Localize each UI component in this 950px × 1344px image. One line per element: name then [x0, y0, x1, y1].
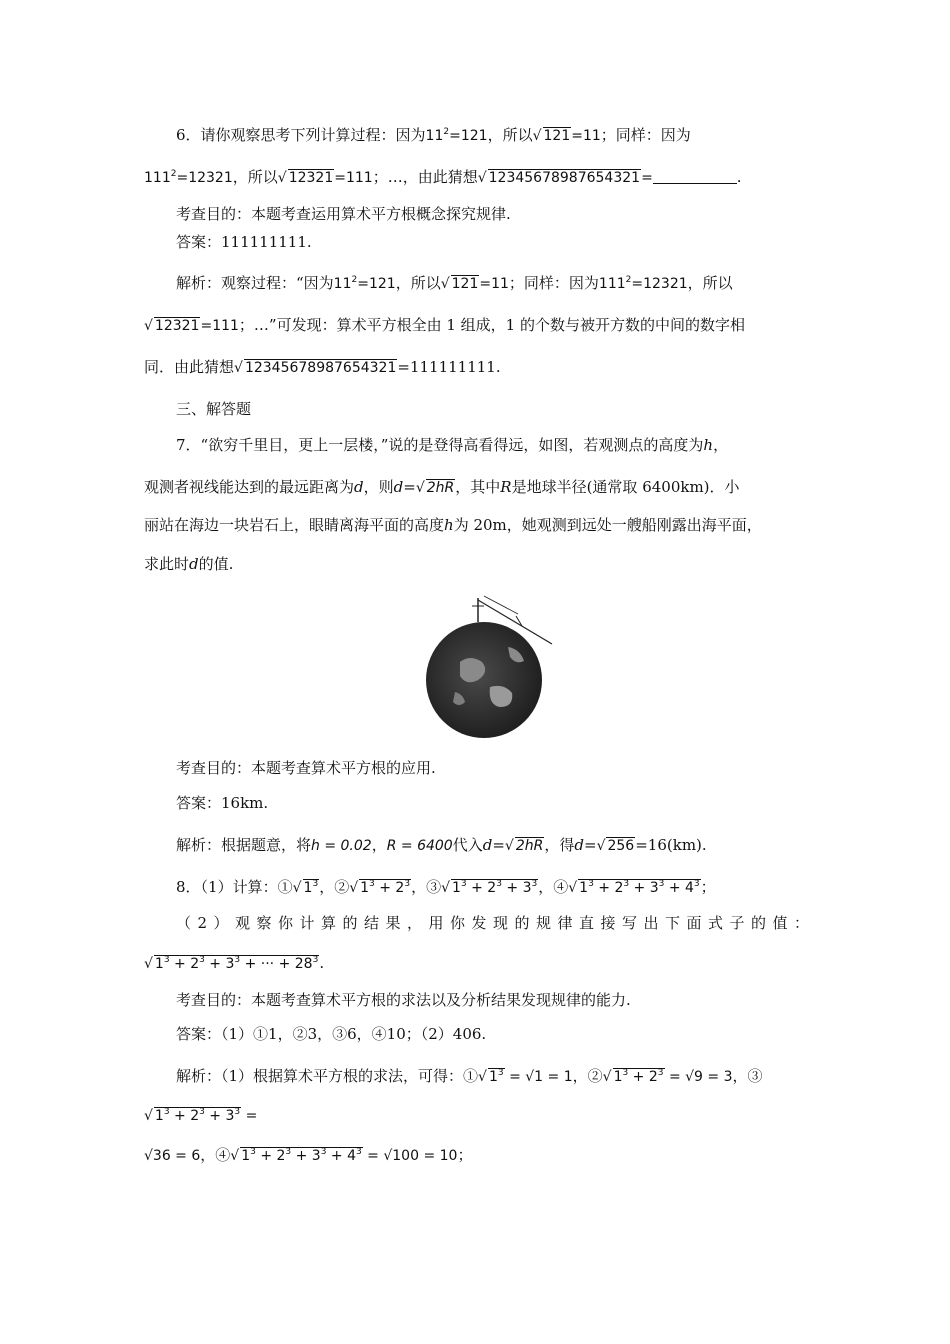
var-h: h: [444, 516, 454, 534]
formula-lhs: d: [574, 836, 584, 854]
q7-text: 求此时: [144, 555, 190, 573]
var-d: d: [189, 555, 199, 573]
q7-text: ，得: [544, 836, 575, 854]
equation: =121: [357, 276, 396, 292]
q8-text: 8．（1）计算：: [176, 878, 278, 896]
h-value: h = 0.02: [311, 838, 372, 854]
q7-line-2: 观测者视线能达到的最远距离为d，则d=√ 2hR，其中R是地球半径(通常取 6400km)．小: [144, 478, 740, 496]
q8-explanation-2: √ $1^3 + 2^3 + 3^3$ =: [144, 1107, 258, 1124]
radicand: 2hR: [426, 480, 455, 496]
exponent: 2: [625, 275, 632, 285]
q8-line-3: √ $1^3 + 2^3 + 3^3$ + ··· + $28^3$.: [144, 954, 325, 972]
q7-text: ，: [713, 436, 729, 454]
circle-3: ，③: [411, 878, 442, 896]
q7-line-1: [176, 434, 728, 456]
q8-answer: 答案：（1）①1，②3，③6，④10；（2）406.: [176, 1025, 487, 1043]
exponent: 2: [443, 127, 450, 137]
q8-text: （2）观察你计算的结果，用你发现的规律直接写出下面式子的值：: [176, 914, 816, 932]
series-term: 1: [154, 956, 164, 972]
radicand: 121: [543, 128, 571, 144]
radicand: 121: [451, 276, 479, 292]
semicolon: ；: [700, 878, 716, 896]
base: 11: [333, 276, 352, 292]
q7-line-3: [144, 514, 762, 536]
result: = √100 = 10: [367, 1148, 458, 1164]
q6-answer: 答案：111111111.: [176, 233, 312, 251]
q6-explanation-1: 解析：观察过程：“因为$11^2=121$，所以√ 121=11；同样：因为$111^2=12321$，所以: [176, 274, 733, 292]
circle-2: ，②: [319, 878, 350, 896]
q7-text: 观测者视线能达到的最远距离为: [144, 478, 355, 496]
q6-text: ，所以: [687, 274, 733, 292]
result: =11: [571, 128, 601, 144]
q6-text: ；同样：因为: [508, 274, 599, 292]
radicand: 12321: [288, 170, 334, 186]
q7-text: ，其中: [455, 478, 501, 496]
q8-text: ，④: [200, 1146, 231, 1164]
equals: =: [583, 836, 597, 854]
q7-text: ，则: [363, 478, 394, 496]
equation: =12321: [176, 170, 233, 186]
exponent: 2: [170, 169, 177, 179]
result: = √9 = 3: [668, 1069, 733, 1085]
circle-1: ①: [277, 878, 293, 896]
q7-text: ，: [371, 836, 387, 854]
q6-text: ，所以: [232, 168, 278, 186]
q6-purpose: 考查目的：本题考查运用算术平方根概念探究规律.: [176, 205, 511, 223]
section-heading: 三、解答题: [176, 400, 252, 418]
q6-line-2: $111^2=12321$，所以√ 12321=111；…，由此猜想√ 12345678987654321= .: [144, 168, 742, 186]
q6-line-1: 6．请你观察思考下列计算过程：因为$11^2=121$，所以√ 121=11；同样：因为: [176, 126, 691, 144]
q8-text: ，③: [732, 1067, 763, 1085]
result: =111111111.: [397, 358, 501, 376]
q6-text: ；…，由此猜想: [372, 168, 478, 186]
q6-text: ；同样：因为: [600, 126, 691, 144]
q6-text: ，所以: [487, 126, 533, 144]
q7-explanation: 解析：根据题意，将h = 0.02，R = 6400代入d=√ 2hR，得d=√ 256=16(km).: [176, 836, 707, 854]
answer-blank: [653, 169, 737, 184]
period: .: [319, 954, 325, 972]
q6-text: 同．由此猜想: [144, 358, 235, 376]
var-h: h: [703, 436, 714, 454]
radicand: 256: [607, 838, 635, 854]
q8-explanation-3: √36 = 6，④√ $1^3 + 2^3 + 3^3 + 4^3 = √100 = 10$；: [144, 1146, 473, 1164]
exponent: 3: [312, 879, 319, 889]
semicolon: ；: [457, 1146, 473, 1164]
q7-text: 代入: [452, 836, 483, 854]
equals: =: [641, 170, 653, 186]
q6-explanation-2: √ 12321=111；…”可发现：算术平方根全由 1 组成，1 的个数与被开方数的中间的数字相: [144, 316, 745, 334]
earth-globe: [426, 622, 542, 738]
period: .: [736, 168, 742, 186]
q7-text: 丽站在海边一块岩石上，眼睛离海平面的高度: [144, 516, 445, 534]
radicand: 12345678987654321: [244, 360, 397, 376]
result: = √1 = 1: [509, 1069, 573, 1085]
R-value: R = 6400: [386, 838, 453, 854]
var-d: d: [354, 478, 364, 496]
equation: =12321: [631, 276, 688, 292]
q7-text: 是地球半径(通常取 6400km)．小: [511, 478, 740, 496]
exponent: 2: [351, 275, 358, 285]
series-term: + 2: [169, 956, 200, 972]
q7-line-4: [144, 553, 233, 575]
circle-4: ，④: [538, 878, 569, 896]
q7-text: 的值.: [198, 555, 234, 573]
base: 111: [144, 170, 171, 186]
result: =16(km).: [635, 836, 707, 854]
series-term: + ··· + 28: [240, 956, 313, 972]
equation: =121: [449, 128, 488, 144]
q6-text: ，所以: [395, 274, 441, 292]
equals: =: [245, 1108, 258, 1124]
q7-answer: 答案：16km.: [176, 794, 269, 812]
formula-lhs: d: [482, 836, 493, 854]
q6-explanation-3: 同．由此猜想√ 12345678987654321=111111111.: [144, 358, 501, 376]
equals: =: [492, 836, 505, 854]
radicand: 12321: [154, 318, 200, 334]
q8-text: ，②: [572, 1067, 603, 1085]
q6-text: 解析：观察过程：“因为: [176, 274, 334, 292]
result: =11: [479, 276, 509, 292]
q7-text: 7．“欲穷千里目，更上一层楼，”说的是登得高看得远，如图，若观测点的高度为: [176, 436, 704, 454]
q6-text: 6．请你观察思考下列计算过程：因为: [176, 126, 426, 144]
base: 11: [425, 128, 444, 144]
base: 111: [598, 276, 626, 292]
result: =111: [200, 318, 239, 334]
radicand: 2hR: [515, 838, 544, 854]
q6-text: ；…”可发现：算术平方根全由 1 组成，1 的个数与被开方数的中间的数字相: [238, 316, 745, 334]
q8-purpose: 考查目的：本题考查算术平方根的求法以及分析结果发现规律的能力.: [176, 991, 631, 1009]
q8-line-2: [176, 912, 816, 934]
q7-text: 为 20m，她观测到远处一艘船刚露出海平面，: [453, 516, 762, 534]
radicand: 12345678987654321: [488, 170, 641, 186]
q7-purpose: 考查目的：本题考查算术平方根的应用.: [176, 759, 436, 777]
earth-figure: [420, 592, 560, 742]
series-term: + 3: [204, 956, 235, 972]
result: √36 = 6: [144, 1148, 201, 1164]
q8-line-1: 8．（1）计算：①√ $1^3$，②√ $1^3 + 2^3$，③√ $1^3 + 2^3 + 3^3$，④√ $1^3 + 2^3 + 3^3 + 4^3$；: [176, 878, 716, 896]
var-R: R: [500, 478, 512, 496]
d-marker: [484, 596, 518, 614]
formula-lhs: d: [393, 478, 404, 496]
q7-text: 解析：根据题意，将: [176, 836, 312, 854]
result: =111: [334, 170, 373, 186]
q8-explanation-1: 解析：（1）根据算术平方根的求法，可得：①√ $1^3 = √1 = 1$，②√ $1^3 + 2^3 = √9 = 3$，③: [176, 1067, 763, 1085]
q8-text: 解析：（1）根据算术平方根的求法，可得：①: [176, 1067, 479, 1085]
equals: =: [403, 478, 416, 496]
